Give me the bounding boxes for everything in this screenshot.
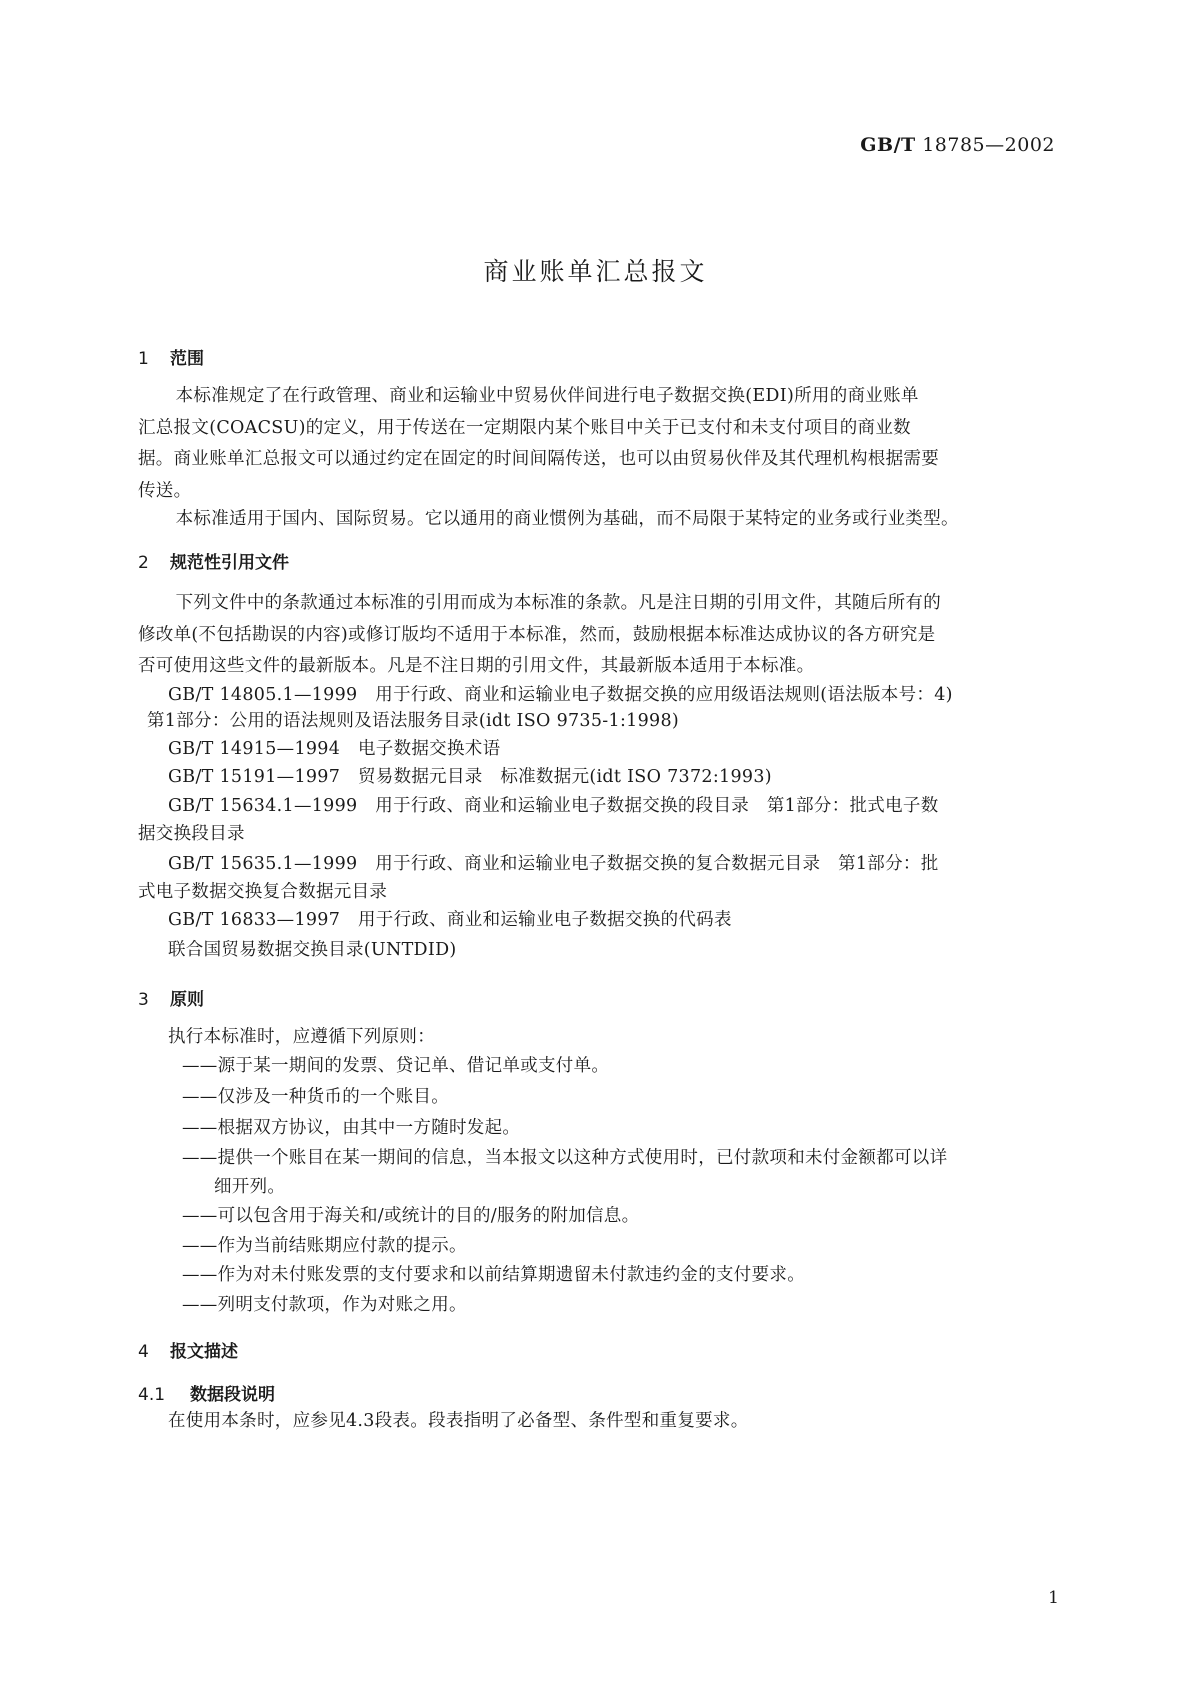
reference-6: GB/T 16833—1997 用于行政、商业和运输业电子数据交换的代码表	[168, 910, 732, 930]
principle-item: ——根据双方协议，由其中一方随时发起。	[182, 1118, 521, 1138]
reference-1: GB/T 14805.1—1999 用于行政、商业和运输业电子数据交换的应用级语法规则(语法版本号：4)	[168, 685, 953, 705]
principle-item: ——作为对未付账发票的支付要求和以前结算期遗留未付款违约金的支付要求。	[182, 1265, 805, 1285]
section-4-heading: 4 报文描述	[138, 1342, 238, 1362]
section-3-heading: 3 原则	[138, 990, 204, 1010]
reference-5-continued: 式电子数据交换复合数据元目录	[138, 882, 388, 902]
section-3-intro: 执行本标准时，应遵循下列原则：	[168, 1027, 435, 1047]
section-1-heading: 1 范围	[138, 349, 204, 369]
section-2-paragraph: 下列文件中的条款通过本标准的引用而成为本标准的条款。凡是注日期的引用文件，其随后所有的 修改单(不包括勘误的内容)或修订版均不适用于本标准，然而，鼓励根据本标准达成协议的各方研究是 否可使用这些文件的最新版本。凡是不注日期的引用文件，其最新版本适用于本标准。	[138, 593, 942, 676]
subsection-4-1-heading: 4.1 数据段说明	[138, 1385, 275, 1405]
standard-code: GB/T 18785—2002	[860, 134, 1055, 156]
principle-item: ——提供一个账目在某一期间的信息，当本报文以这种方式使用时，已付款项和未付金额都可以详	[182, 1148, 948, 1168]
principle-item: ——仅涉及一种货币的一个账目。	[182, 1087, 449, 1107]
section-1-paragraph-1: 本标准规定了在行政管理、商业和运输业中贸易伙伴间进行电子数据交换(EDI)所用的商业账单 汇总报文(COACSU)的定义，用于传送在一定期限内某个账目中关于已支付和未支付项目的商业数 据。商业账单汇总报文可以通过约定在固定的时间间隔传送，也可以由贸易伙伴及其代理机构根据需要 传送。	[138, 386, 939, 501]
principle-item-continued: 细开列。	[214, 1177, 286, 1197]
reference-7: 联合国贸易数据交换目录(UNTDID)	[168, 940, 457, 960]
principle-item: ——源于某一期间的发票、贷记单、借记单或支付单。	[182, 1056, 610, 1076]
reference-4-continued: 据交换段目录	[138, 824, 245, 844]
section-2-heading: 2 规范性引用文件	[138, 553, 289, 573]
principle-item: ——作为当前结账期应付款的提示。	[182, 1236, 467, 1256]
reference-5: GB/T 15635.1—1999 用于行政、商业和运输业电子数据交换的复合数据元目录 第1部分：批	[168, 854, 939, 874]
principle-item: ——列明支付款项，作为对账之用。	[182, 1295, 467, 1315]
document-title: 商业账单汇总报文	[483, 257, 708, 286]
reference-1-continued: 第1部分：公用的语法规则及语法服务目录(idt ISO 9735-1:1998)	[147, 711, 680, 731]
principle-item: ——可以包含用于海关和/或统计的目的/服务的附加信息。	[182, 1206, 640, 1226]
page-number: 1	[1048, 1588, 1059, 1608]
reference-4: GB/T 15634.1—1999 用于行政、商业和运输业电子数据交换的段目录 第1部分：批式电子数	[168, 796, 939, 816]
reference-3: GB/T 15191—1997 贸易数据元目录 标准数据元(idt ISO 7372:1993)	[168, 767, 772, 787]
subsection-4-1-text: 在使用本条时，应参见4.3段表。段表指明了必备型、条件型和重复要求。	[168, 1411, 749, 1431]
reference-2: GB/T 14915—1994 电子数据交换术语	[168, 739, 501, 759]
section-1-paragraph-2: 本标准适用于国内、国际贸易。它以通用的商业惯例为基础，而不局限于某特定的业务或行业类型。	[175, 509, 959, 529]
